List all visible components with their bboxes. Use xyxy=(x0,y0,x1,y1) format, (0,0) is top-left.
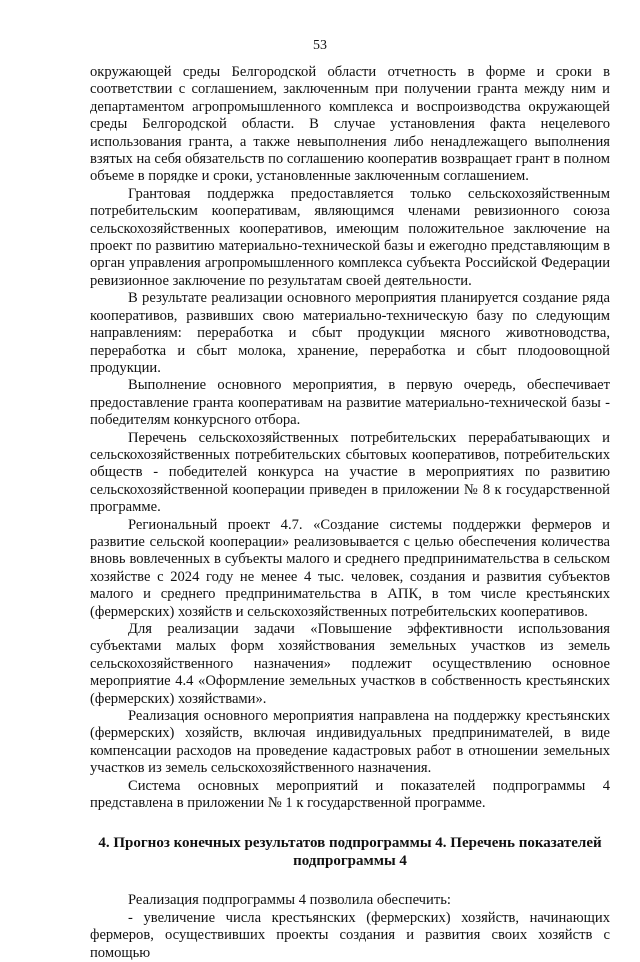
section-heading xyxy=(90,834,610,870)
paragraph: Для реализации задачи «Повышение эффективности использования субъектами малых форм хозяйствования земельных участков из земель сельскохозяйственного назначения» подлежит осуществлению основное мероприятие 4.4 «Оформление земельных участков в собственность крестьянских (фермерских) хозяйствами». xyxy=(90,621,610,707)
paragraph: Система основных мероприятий и показателей подпрограммы 4 представлена в приложении № 1 к государственной программе. xyxy=(90,777,610,812)
paragraph: Грантовая поддержка предоставляется только сельскохозяйственным потребительским кооперативам, являющимся членами ревизионного союза сельскохозяйственных кооперативов, имеющим положительное заключение на проект по развитию материально-технической базы и ежегодно представляющим в орган управления агропромышленного комплекса субъекта Российской Федерации ревизионное заключение по результатам своей деятельности. xyxy=(90,185,610,289)
document-body xyxy=(90,64,610,962)
section-heading-line: 4. Прогноз конечных результатов подпрограммы 4. Перечень показателей xyxy=(98,835,602,852)
paragraph: Реализация подпрограммы 4 позволила обеспечить: xyxy=(128,892,451,909)
paragraph: - увеличение числа крестьянских (фермерских) хозяйств, начинающих фермеров, осуществивших проекты создания и развития своих хозяйств с помощью xyxy=(90,909,610,961)
body-top xyxy=(90,64,610,812)
paragraph: Перечень сельскохозяйственных потребительских перерабатывающих и сельскохозяйственных потребительских сбытовых кооперативов, потребительских обществ - победителей конкурса на участие в мероприятиях по развитию сельскохозяйственной кооперации приведен в приложении № 8 к государственной программе. xyxy=(90,429,610,516)
page-number: 53 xyxy=(313,38,327,53)
section-heading-line: подпрограммы 4 xyxy=(293,853,407,870)
paragraph: Выполнение основного мероприятия, в первую очередь, обеспечивает предоставление гранта кооперативам на развитие материально-технической базы - победителям конкурсного отбора. xyxy=(90,377,610,429)
paragraph: окружающей среды Белгородской области отчетность в форме и сроки в соответствии с соглашением, заключенным при получении гранта между ним и департаментом агропромышленного комплекса и воспроизводства окружающей среды Белгородской области. В случае установления факта нецелевого использования гранта, а также невыполнения либо ненадлежащего выполнения взятых на себя обязательств по соглашению кооператив возвращает грант в полном объеме в порядке и сроки, установленные заключенным соглашением. xyxy=(90,64,611,185)
paragraph: Реализация основного мероприятия направлена на поддержку крестьянских (фермерских) хозяйств, включая индивидуальных предпринимателей, в виде компенсации расходов на проведение кадастровых работ в отношении земельных участков из земель сельскохозяйственного назначения. xyxy=(90,708,610,777)
paragraph: Региональный проект 4.7. «Создание системы поддержки фермеров и развитие сельской кооперации» реализовывается с целью обеспечения количества вновь вовлеченных в субъекты малого и среднего предпринимательства в сельском хозяйстве с 2024 году не менее 4 тыс. человек, создания и развития субъектов малого и среднего предпринимательства в АПК, в том числе крестьянских (фермерских) хозяйств и сельскохозяйственных потребительских кооперативов. xyxy=(90,516,610,620)
paragraph: В результате реализации основного мероприятия планируется создание ряда кооперативов, развивших свою материально-техническую базу по следующим направлениям: переработка и сбыт продукции мясного животноводства, переработка и сбыт молока, хранение, переработка и сбыт плодоовощной продукции. xyxy=(90,290,610,376)
body-bottom xyxy=(90,892,610,962)
